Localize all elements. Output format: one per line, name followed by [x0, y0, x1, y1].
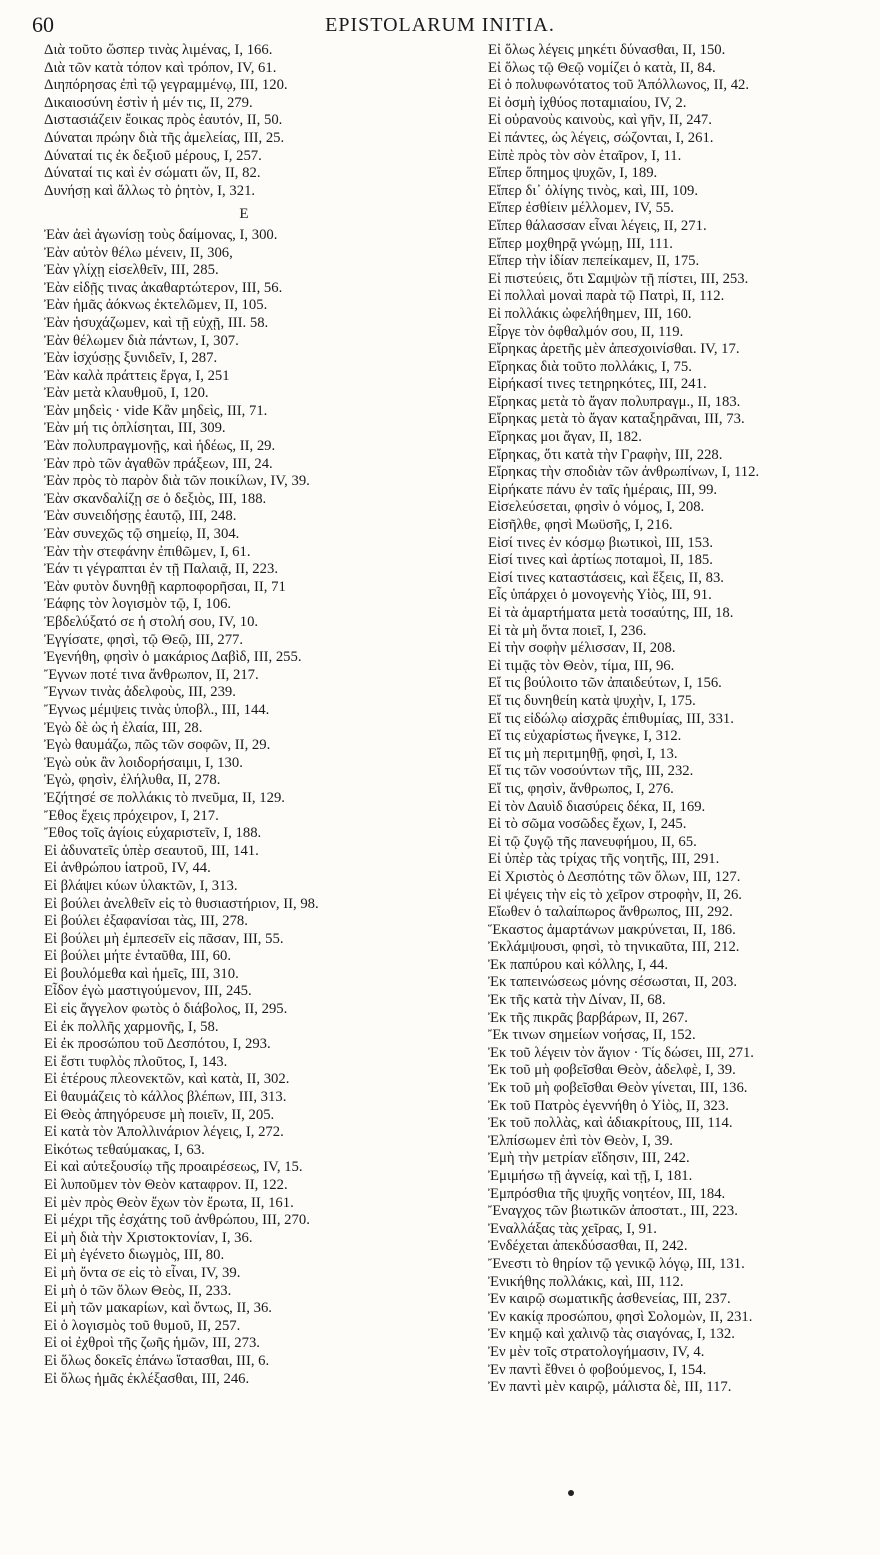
- index-entry: Ἐμπρόσθια τῆς ψυχῆς νοητέον, III, 184.: [488, 1185, 726, 1202]
- index-entry: Ἐμιμήσω τῇ ἁγνείᾳ, καὶ τῇ, I, 181.: [488, 1168, 693, 1184]
- index-entry: Εἴπερ τὴν ἰδίαν πεπείκαμεν, II, 175.: [488, 253, 700, 270]
- index-entry: Εἰ βλάψει κύων ὑλακτῶν, I, 313.: [44, 877, 238, 894]
- index-entry: Ἐὰν εἰδῇς τινας ἀκαθαρτώτερον, III, 56.: [44, 279, 283, 296]
- index-entry: Ἐκ παπύρου καὶ κόλλης, I, 44.: [488, 956, 669, 973]
- index-entry: Εἷργε τὸν ὀφθαλμόν σου, II, 119.: [488, 323, 684, 340]
- page-number: 60: [32, 12, 54, 37]
- index-entry: Εἰ ἔστι τυφλὸς πλοῦτος, I, 143.: [44, 1053, 228, 1070]
- index-entry: Ἐλπίσωμεν ἐπὶ τὸν Θεὸν, I, 39.: [488, 1132, 673, 1149]
- index-entry: Εἰ ψέγεις τὴν εἰς τὸ χεῖρον στροφὴν, II, 26.: [488, 886, 742, 903]
- index-entry: Διὰ τῶν κατὰ τόπον καὶ τρόπον, IV, 61.: [44, 59, 277, 76]
- index-entry: Ἐάν τι γέγραπται ἐν τῇ Παλαιᾷ, II, 223.: [44, 561, 279, 578]
- index-entry: Εἰ μὴ τῶν μακαρίων, καὶ ὄντως, II, 36.: [44, 1300, 272, 1317]
- index-entry: Εἰ καὶ αὐτεξουσίῳ τῆς προαιρέσεως, IV, 15.: [44, 1159, 303, 1176]
- index-entry: Εἰ λυποῦμεν τὸν Θεὸν καταφρον. II, 122.: [44, 1177, 288, 1193]
- index-entry: Εἴ τις εἰδώλῳ αἰσχρᾶς ἐπιθυμίας, III, 331.: [488, 710, 734, 727]
- index-entry: Εἰ μὴ ἐγένετο διωγμὸς, III, 80.: [44, 1247, 225, 1264]
- index-entry: Δυνήσῃ καὶ ἄλλως τὸ ῥητὸν, I, 321.: [44, 182, 256, 199]
- index-entry: Εἴρηκας τὴν σποδιὰν τῶν ἀνθρωπίνων, I, 112.: [488, 464, 760, 481]
- index-entry: Ἐκ τῆς πικρᾶς βαρβάρων, II, 267.: [488, 1009, 688, 1026]
- index-entry: Εἴπερ ἐσθίειν μέλλομεν, IV, 55.: [488, 200, 674, 217]
- index-entry: Εἰ μὴ ὄντα σε εἰς τὸ εἶναι, IV, 39.: [44, 1264, 241, 1281]
- index-entry: Εἴωθεν ὁ ταλαίπωρος ἄνθρωπος, III, 292.: [488, 904, 733, 921]
- index-entry: Ἔνεστι τὸ θηρίον τῷ γενικῷ λόγῳ, III, 131.: [488, 1255, 745, 1272]
- index-entry: Ἕκαστος ἁμαρτάνων μακρύνεται, II, 186.: [488, 921, 736, 938]
- index-entry: Εἰ ὅλως δοκεῖς ἐπάνω ἵστασθαι, III, 6.: [44, 1352, 270, 1369]
- index-entry: Εἰ τὸ σῶμα νοσῶδες ἔχων, I, 245.: [488, 816, 687, 833]
- index-entry: Εἰ τὸν Δαυὶδ διασύρεις δέκα, II, 169.: [488, 798, 706, 815]
- index-entry: Εἰ ὅλως ἡμᾶς ἐκλέξασθαι, III, 246.: [44, 1370, 250, 1387]
- index-entry: Εἴ τις εὐχαρίστως ἤνεγκε, I, 312.: [488, 728, 682, 745]
- index-entry: Εἴρηκας, ὅτι κατὰ τὴν Γραφὴν, III, 228.: [488, 446, 723, 463]
- index-entry: Ἔγνων ποτέ τινα ἄνθρωπον, II, 217.: [44, 666, 259, 683]
- index-entry: Ἐν καιρῷ σωματικῆς ἀσθενείας, III, 237.: [488, 1291, 731, 1308]
- index-entry: Ἐν παντὶ ἔθνει ὁ φοβούμενος, I, 154.: [488, 1361, 707, 1378]
- index-entry: Διηπόρησας ἐπὶ τῷ γεγραμμένῳ, III, 120.: [44, 77, 288, 94]
- index-entry: Διστασιάζειν ἔοικας πρὸς ἑαυτόν, II, 50.: [44, 112, 283, 129]
- index-entry: Δικαιοσύνη ἐστὶν ἡ μέν τις, II, 279.: [44, 94, 253, 111]
- index-entry: Εἰ ἀνθρώπου ἰατροῦ, IV, 44.: [44, 860, 211, 877]
- index-entry: Δύναται πρώην διὰ τῆς ἀμελείας, III, 25.: [44, 129, 285, 146]
- index-entry: Εἴπερ ὅπημος ψυχῶν, I, 189.: [488, 165, 658, 182]
- index-entry: Εἰ ὅλως λέγεις μηκέτι δύνασθαι, II, 150.: [488, 42, 726, 58]
- index-entry: Εἰ ὑπὲρ τὰς τρίχας τῆς νοητῆς, III, 291.: [488, 851, 720, 868]
- index-entry: Εἰπὲ πρὸς τὸν σὸν ἑταῖρον, I, 11.: [488, 147, 682, 164]
- index-entry: Εἰ Χριστὸς ὁ Δεσπότης τῶν ὅλων, III, 127.: [488, 868, 741, 885]
- index-entry: Ἐὰν σκανδαλίζῃ σε ὁ δεξιὸς, III, 188.: [44, 490, 267, 507]
- index-entry: Εἷς ὑπάρχει ὁ μονογενὴς Υἱὸς, III, 91.: [488, 587, 712, 604]
- index-entry: Εἰ μέχρι τῆς ἐσχάτης τοῦ ἀνθρώπου, III, 270.: [44, 1212, 310, 1229]
- index-entry: Εἰ τὰ μὴ ὄντα ποιεῖ, I, 236.: [488, 622, 647, 639]
- index-entry: Εἴπερ μοχθηρᾷ γνώμῃ, III, 111.: [488, 235, 673, 252]
- index-entry: Εἴ τις βούλοιτο τῶν ἀπαιδεύτων, I, 156.: [488, 675, 722, 692]
- index-entry: Ἐβδελύξατό σε ἡ στολή σου, IV, 10.: [44, 614, 259, 630]
- index-entry: Εἰ ὁ λογισμὸς τοῦ θυμοῦ, II, 257.: [44, 1317, 241, 1334]
- index-entry: Ἔθος τοῖς ἁγίοις εὐχαριστεῖν, I, 188.: [44, 825, 262, 842]
- index-entry: Εἰ ἑτέρους πλεονεκτῶν, καὶ κατὰ, II, 302.: [44, 1071, 290, 1088]
- index-entry: Εἶδον ἐγὼ μαστιγούμενον, III, 245.: [44, 983, 252, 1000]
- index-entry: Ἐὰν φυτὸν δυνηθῇ καρποφορῆσαι, II, 71: [44, 578, 286, 595]
- index-entry: Ἐκ τῆς κατὰ τὴν Δίναν, II, 68.: [488, 992, 666, 1009]
- index-entry: Εἰ ἐκ πολλῆς χαρμονῆς, I, 58.: [44, 1018, 219, 1035]
- index-entry: Ἐὰν αὐτὸν θέλω μένειν, II, 306,: [44, 244, 233, 261]
- index-entry: Ἐὰν συνειδήσῃς ἑαυτῷ, III, 248.: [44, 508, 237, 525]
- index-entry: Εἰ ὅλως τῷ Θεῷ νομίζει ὁ κατὰ, II, 84.: [488, 59, 716, 76]
- index-entry: Ἐν κημῷ καὶ χαλινῷ τὰς σιαγόνας, I, 132.: [488, 1326, 735, 1343]
- left-column: [44, 42, 444, 1388]
- index-entry: Εἰ τὰ ἁμαρτήματα μετὰ τοσαύτης, III, 18.: [488, 605, 734, 621]
- index-entry: Ἐκ τοῦ Πατρὸς ἐγεννήθη ὁ Υἱὸς, II, 323.: [488, 1097, 729, 1114]
- index-entry: Ἐγὼ θαυμάζω, πῶς τῶν σοφῶν, II, 29.: [44, 737, 271, 754]
- index-entry: Ἐγγίσατε, φησὶ, τῷ Θεῷ, III, 277.: [44, 631, 244, 648]
- index-entry: Ἐὰν συνεχῶς τῷ σημείῳ, II, 304.: [44, 526, 240, 543]
- index-entry: Εἴρηκας μετὰ τὸ ἄγαν πολυπραγμ., II, 183.: [488, 393, 741, 410]
- index-entry: Εἰ βούλει μὴ ἐμπεσεῖν εἰς πᾶσαν, III, 55.: [44, 930, 284, 947]
- index-entry: Ἐὰν τὴν στεφάνην ἐπιθῶμεν, I, 61.: [44, 543, 251, 560]
- index-entry: Εἰσί τινες ἐν κόσμῳ βιωτικοὶ, III, 153.: [488, 534, 714, 551]
- index-entry: Ἐκ τοῦ μὴ φοβεῖσθαι Θεὸν γίνεται, III, 136.: [488, 1080, 748, 1097]
- index-entry: Ἐκ τοῦ πολλὰς, καὶ ἀδιακρίτους, III, 114.: [488, 1115, 733, 1132]
- index-entry: Ἐκ τοῦ λέγειν τὸν ἅγιον · Τίς δώσει, III, 271.: [488, 1044, 754, 1061]
- index-entry: Ἐὰν ἡσυχάζωμεν, καὶ τῇ εὐχῇ, III. 58.: [44, 314, 269, 331]
- index-entry: Εἴρηκας ἀρετῆς μὲν ἀπεσχοινίσθαι. IV, 17.: [488, 341, 740, 358]
- index-entry: Εἰ πολλαὶ μοναὶ παρὰ τῷ Πατρὶ, II, 112.: [488, 288, 725, 305]
- index-entry: Εἰσελεύσεται, φησὶν ὁ νόμος, I, 208.: [488, 499, 705, 516]
- index-entry: Ἔθος ἔχεις πρόχειρον, I, 217.: [44, 807, 219, 824]
- index-entry: Εἰ βούλει ἐξαφανίσαι τὰς, III, 278.: [44, 913, 248, 930]
- index-entry: Ἐὰν πρὸς τὸ παρὸν διὰ τῶν ποικίλων, IV, 39.: [44, 473, 310, 490]
- index-entry: Εἰ τῷ ζυγῷ τῆς πανευφήμου, II, 65.: [488, 833, 697, 850]
- section-letter: E: [239, 206, 249, 223]
- running-title: EPISTOLARUM INITIA.: [325, 14, 555, 36]
- index-entry: Ἐὰν πολυπραγμονῇς, καὶ ἡδέως, II, 29.: [44, 438, 276, 455]
- index-entry: Δύναταί τις καὶ ἐν σώματι ὤν, II, 82.: [44, 165, 261, 182]
- ink-dot: [568, 1490, 574, 1496]
- index-entry: Διὰ τοῦτο ὥσπερ τινὰς λιμένας, I, 166.: [44, 42, 273, 58]
- index-entry: Ἐν κακίᾳ προσώπου, φησὶ Σολομὼν, II, 231.: [488, 1308, 753, 1325]
- index-entry: Ἐνικήθης πολλάκις, καὶ, III, 112.: [488, 1273, 684, 1290]
- index-entry: Εἴ τις, φησὶν, ἄνθρωπος, I, 276.: [488, 780, 674, 797]
- index-entry: Ἐγὼ, φησὶν, ἐλήλυθα, II, 278.: [44, 772, 221, 789]
- index-entry: Ἐὰν πρὸ τῶν ἀγαθῶν πράξεων, III, 24.: [44, 455, 273, 472]
- index-entry: Ἐγὼ οὐκ ἂν λοιδορήσαιμι, I, 130.: [44, 754, 243, 771]
- index-entry: Ἐάφης τὸν λογισμὸν τῷ, I, 106.: [44, 596, 232, 613]
- index-entry: Εἰ βούλει ἀνελθεῖν εἰς τὸ θυσιαστήριον, II, 98.: [44, 895, 319, 912]
- index-entry: Ἐκλάμψουσι, φησὶ, τὸ τηνικαῦτα, III, 212.: [488, 939, 740, 956]
- index-entry: Εἰ ὁ πολυφωνότατος τοῦ Ἀπόλλωνος, II, 42.: [488, 77, 750, 94]
- index-entry: Εἰ μὴ διὰ τὴν Χριστοκτονίαν, I, 36.: [44, 1229, 253, 1246]
- index-entry: Ἐὰν θέλωμεν διὰ πάντων, I, 307.: [44, 332, 239, 349]
- index-entry: Ἔναγχος τῶν βιωτικῶν ἀποστατ., III, 223.: [488, 1203, 738, 1220]
- index-entry: Ἐὰν μηδεὶς · vide Κἂν μηδεὶς, III, 71.: [44, 402, 268, 419]
- index-entry: Εἰ πολλάκις ὠφελήθημεν, III, 160.: [488, 305, 692, 322]
- index-entry: Εἰσῆλθε, φησὶ Μωϋσῆς, I, 216.: [488, 517, 673, 534]
- right-column: [488, 42, 873, 1397]
- index-entry: Ἐὰν ἡμᾶς ἀόκνως ἐκτελῶμεν, II, 105.: [44, 297, 268, 314]
- index-entry: Εἴ τις δυνηθείη κατὰ ψυχὴν, I, 175.: [488, 692, 696, 709]
- index-entry: Εἰ εἰς ἄγγελον φωτὸς ὁ διάβολος, II, 295.: [44, 1001, 288, 1018]
- index-entry: Ἐὰν γλίχῃ εἰσελθεῖν, III, 285.: [44, 262, 219, 279]
- index-entry: Εἴπερ δι᾽ ὀλίγης τινὸς, καὶ, III, 109.: [488, 182, 698, 199]
- index-entry: Ἐγενήθη, φησὶν ὁ μακάριος Δαβὶδ, III, 255.: [44, 649, 302, 666]
- index-entry: Ἐὰν μή τις ὁπλίσηται, III, 309.: [44, 420, 226, 437]
- index-entry: Ἐναλλάξας τὰς χεῖρας, I, 91.: [488, 1220, 657, 1237]
- index-entry: Εἰ πιστεύεις, ὅτι Σαμψὼν τῇ πίστει, III, 253.: [488, 270, 749, 287]
- index-entry: Ἐμὴ τὴν μετρίαν εἴδησιν, III, 242.: [488, 1150, 690, 1167]
- index-entry: Ἐὰν ἰσχύσῃς ξυνιδεῖν, I, 287.: [44, 350, 218, 367]
- index-entry: Εἴρηκας διὰ τοῦτο πολλάκις, I, 75.: [488, 358, 692, 375]
- index-entry: Εἰ βουλόμεθα καὶ ἡμεῖς, III, 310.: [44, 965, 239, 982]
- index-entry: Εἰρήκατε πάνυ ἐν ταῖς ἡμέραις, III, 99.: [488, 481, 718, 498]
- index-entry: Ἔγνως μέμψεις τινὰς ὑποβλ., III, 144.: [44, 701, 270, 718]
- index-entry: Εἰ πάντες, ὡς λέγεις, σώζονται, I, 261.: [488, 129, 714, 146]
- index-entry: Εἴπερ θάλασσαν εἶναι λέγεις, II, 271.: [488, 217, 707, 234]
- index-entry: Εἴρηκας μετὰ τὸ ἄγαν καταξηρᾶναι, III, 73.: [488, 411, 745, 428]
- index-entry: Εἰ ἐκ προσώπου τοῦ Δεσπότου, I, 293.: [44, 1036, 271, 1053]
- index-entry: Εἰκότως τεθαύμακας, I, 63.: [44, 1141, 205, 1158]
- index-entry: Εἰ Θεὸς ἀπηγόρευσε μὴ ποιεῖν, II, 205.: [44, 1106, 275, 1123]
- index-entry: Εἴ τις τῶν νοσούντων τῆς, III, 232.: [488, 763, 694, 780]
- index-entry: Ἐνδέχεται ἀπεκδύσασθαι, II, 242.: [488, 1238, 688, 1255]
- index-entry: Ἐν μὲν τοῖς στρατολογήμασιν, IV, 4.: [488, 1343, 705, 1360]
- index-entry: Εἰ τιμᾷς τὸν Θεὸν, τίμα, III, 96.: [488, 657, 675, 674]
- index-entry: Εἰ οἱ ἐχθροὶ τῆς ζωῆς ἡμῶν, III, 273.: [44, 1335, 260, 1352]
- index-entry: Ἔγνων τινὰς ἀδελφοὺς, III, 239.: [44, 684, 236, 701]
- index-entry: Ἐὰν μετὰ κλαυθμοῦ, I, 120.: [44, 385, 209, 402]
- index-entry: Ἐὰν καλὰ πράττεις ἔργα, I, 251: [44, 367, 230, 384]
- index-entry: Ἐγὼ δὲ ὡς ἡ ἐλαία, III, 28.: [44, 719, 203, 736]
- index-entry: Εἰ θαυμάζεις τὸ κάλλος βλέπων, III, 313.: [44, 1089, 287, 1106]
- index-entry: Εἰσί τινες καταστάσεις, καὶ ἕξεις, II, 83.: [488, 569, 724, 586]
- index-entry: Εἰσί τινες καὶ ἀρτίως ποταμοὶ, II, 185.: [488, 552, 713, 569]
- index-entry: Ἐκ τοῦ μὴ φοβεῖσθαι Θεὸν, ἀδελφὲ, I, 39.: [488, 1062, 736, 1079]
- index-entry: Εἰ ὀσμὴ ἰχθύος ποταμιαίου, IV, 2.: [488, 94, 687, 111]
- index-entry: Εἰ τὴν σοφὴν μέλισσαν, II, 208.: [488, 640, 676, 657]
- index-entry: Δύναταί τις ἐκ δεξιοῦ μέρους, I, 257.: [44, 147, 262, 164]
- index-entry: Εἰρήκασί τινες τετηρηκότες, III, 241.: [488, 376, 707, 393]
- index-entry: Ἐὰν ἀεὶ ἀγωνίσῃ τοὺς δαίμονας, I, 300.: [44, 226, 278, 243]
- index-entry: Εἰ μὲν πρὸς Θεὸν ἔχων τὸν ἔρωτα, II, 161.: [44, 1194, 294, 1211]
- index-entry: Ἐζήτησέ σε πολλάκις τὸ πνεῦμα, II, 129.: [44, 789, 285, 806]
- index-entry: Εἴ τις μὴ περιτμηθῇ, φησὶ, I, 13.: [488, 745, 678, 762]
- index-entry: Ἐν παντὶ μὲν καιρῷ, μάλιστα δὲ, III, 117.: [488, 1379, 732, 1396]
- index-entry: Ἔκ τινων σημείων νοήσας, II, 152.: [488, 1027, 696, 1044]
- index-entry: Εἰ βούλει μήτε ἐνταῦθα, III, 60.: [44, 948, 232, 965]
- index-entry: Εἴρηκας μοι ἄγαν, II, 182.: [488, 429, 642, 446]
- index-entry: Εἰ ἀδυνατεῖς ὑπὲρ σεαυτοῦ, III, 141.: [44, 842, 259, 859]
- index-entry: Εἰ κατὰ τὸν Ἀπολλινάριον λέγεις, I, 272.: [44, 1124, 284, 1141]
- index-entry: Εἰ μὴ ὁ τῶν ὅλων Θεὸς, II, 233.: [44, 1282, 232, 1299]
- index-entry: Εἰ οὐρανοὺς καινοὺς, καὶ γῆν, II, 247.: [488, 112, 712, 129]
- index-entry: Ἐκ ταπεινώσεως μόνης σέσωσται, II, 203.: [488, 974, 738, 991]
